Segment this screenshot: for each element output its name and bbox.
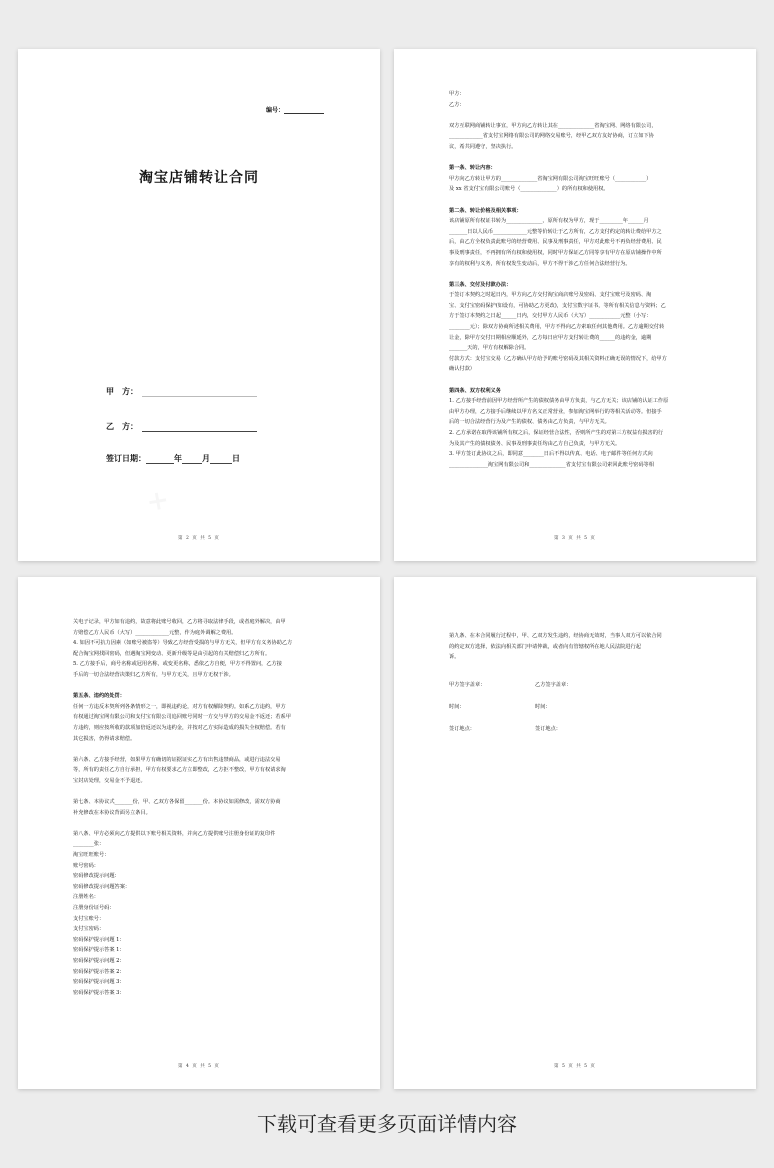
- text-line: 账号密码：: [73, 862, 99, 869]
- clause-heading: 第二条、转让价格及相关事项：: [449, 207, 522, 214]
- text-line: 议，希共同遵守，坚决执行。: [449, 143, 517, 150]
- page-footer: 第 5 页 共 5 页: [554, 1064, 596, 1069]
- text-line: 注册身份证号码：: [73, 905, 115, 912]
- party-a-place-label: 签订地点：: [449, 726, 475, 732]
- text-line: ________张：: [73, 841, 105, 848]
- text-line: 方赔偿乙方人民币（大写）_____________元整，作为庭外调解之费用。: [73, 629, 237, 636]
- page-3-body: [449, 89, 701, 470]
- text-line: 密码保护提示答案 1：: [73, 947, 125, 954]
- text-line: 乙方：: [449, 101, 465, 108]
- text-line: 方违约，则应按所收的款项加倍返还以为违约金，并按对乙方实际造成的损失全权赔偿。若有: [73, 724, 286, 731]
- page-footer: 第 4 页 共 5 页: [178, 1064, 220, 1069]
- text-line: 密码保护提示答案 3：: [73, 989, 125, 996]
- party-b-row: 乙 方：: [106, 421, 257, 432]
- text-line: 注册姓名：: [73, 894, 99, 901]
- text-line: 的约定双方选择，依法向相关部门申请仲裁，或者向有管辖权所在地人民法院进行起: [449, 643, 641, 650]
- text-line: 付款方式：支付宝交易（乙方确认甲方给予的账号密码及其相关资料正确无误的情况下，给甲方: [449, 355, 667, 362]
- text-line: 1. 乙方接手经营前因甲方经营所产生的债权债务由甲方负责，与乙方无关；该店铺的认证工作原: [449, 398, 669, 405]
- paragraph-gap: [73, 787, 325, 798]
- page-footer: 第 3 页 共 5 页: [554, 536, 596, 541]
- party-b-signature-label: 乙方签字盖章：: [535, 682, 572, 688]
- number-underline: [284, 107, 324, 114]
- text-line: 事及刑事责任，不再拥有所有权和使用权，同时甲方保证乙方同等享有甲方在原店铺操作中所: [449, 249, 662, 256]
- text-line: 3. 甲方签订此协议之后，即同意________日后不得以传真、电话、电子邮件等任何方式向: [449, 451, 653, 458]
- text-line: 享有的权利与义务，所有权发生变动后，甲方不得干涉乙方任何合法经营行为。: [449, 260, 631, 267]
- clause-heading: 第一条、转让内容：: [449, 165, 496, 172]
- text-line: 密码保护提示问题 2：: [73, 958, 125, 964]
- text-line: 淘宝旺旺账号：: [73, 852, 110, 859]
- text-line: 甲方：: [449, 91, 465, 97]
- clause-heading: 第四条、双方权利义务: [449, 387, 501, 394]
- text-line: _____________省支付宝网络有限公司的网络交易账号，经甲乙双方友好协商，订立如下协: [449, 133, 654, 140]
- text-line: 补充修改在本协议背面另立条目。: [73, 809, 151, 816]
- contract-page-3: [394, 49, 756, 561]
- text-line: 密码修改提示问题答案：: [73, 883, 131, 890]
- text-line: 第六条、乙方接手经营，如果甲方有确切的证据证实乙方有出售违禁商品，或进行违法交易: [73, 756, 281, 763]
- paragraph-gap: [449, 195, 701, 206]
- text-line: 关电子记录，甲方如有违约，故意将此账号收回，乙方将寻取法律手段，或者庭外解决，由甲: [73, 619, 286, 625]
- text-line: 该店铺原所有权证书转为______________，原所有权为甲方，现于_________年______月: [449, 218, 649, 225]
- paragraph-gap: [73, 818, 325, 829]
- page-5-body: [449, 631, 701, 663]
- party-a-time-label: 时间：: [449, 704, 465, 710]
- text-line: ________元）；除双方协商所述相关费用，甲方不得向乙方索取任何其他费用。乙方逾期交付转: [449, 324, 665, 331]
- contract-number: 编号：: [266, 105, 324, 114]
- paragraph-gap: [449, 110, 701, 121]
- download-caption: 下载可查看更多页面详情内容: [257, 1112, 517, 1136]
- text-line: 双方互联网商铺转让事宜，甲方向乙方转让其在______________省淘宝网、网络有限公司，: [449, 122, 657, 129]
- paragraph-gap: [449, 269, 701, 280]
- text-line: 密码保护提示问题 3：: [73, 979, 125, 986]
- contract-page-5: [394, 577, 756, 1089]
- paragraph-gap: [449, 153, 701, 164]
- text-line: _______天的，甲方有权解除合同。: [449, 345, 530, 352]
- text-line: 方于签订本契约之日起______日内，交付甲方人民币（大写）____________元整（小写：: [449, 313, 652, 320]
- text-line: 第八条、甲方必须向乙方提供以下账号相关资料，并向乙方提供账号注册身份证的复印件: [73, 830, 276, 837]
- text-line: 宝封店处理，交易金不予退还。: [73, 777, 146, 784]
- text-line: 后的一切合法经营行为及产生的债权、债务由乙方负责，与甲方无关。: [449, 419, 610, 426]
- party-b-place-label: 签订地点：: [535, 726, 561, 732]
- paragraph-gap: [73, 744, 325, 755]
- text-line: 支付宝密码：: [73, 926, 105, 933]
- text-line: 密码保护提示问题 1：: [73, 936, 125, 943]
- party-a-row: 甲 方：: [106, 386, 257, 397]
- text-line: 任何一方违反本契所列各条情形之一，即视违约论，对方有权解除契约。如系乙方违约，甲方: [73, 703, 286, 710]
- text-line: 等，所有的责任乙方自行承担，甲方有权要求乙方立即整改，乙方拒不整改，甲方有权请求淘: [73, 767, 286, 774]
- text-line: 2. 乙方承诺在取得该铺所有权之后，保证经营合法性，否则所产生的对第三方权益有损害的行: [449, 430, 664, 436]
- text-line: 密码保护提示答案 2：: [73, 968, 125, 975]
- sign-date-row: 签订日期： 年 月 日: [106, 453, 240, 463]
- text-line: _______________淘宝网有限公司和______________省支付宝有限公司索回此账号密码等相: [449, 461, 654, 468]
- clause-heading: 第三条、交付及付款办法：: [449, 281, 512, 288]
- text-line: 于签订本契约之时起日内，甲方向乙方交付淘宝商店账号及密码、支付宝账号及密码、淘: [449, 292, 652, 299]
- text-line: 及 xx 省支付宝有限公司账号（______________）的所有权和使用权。: [449, 186, 609, 193]
- text-line: _______日以人民币_____________元整等价转让于乙方所有，乙方支付约定的转让费给甲方之: [449, 228, 662, 235]
- text-line: 5. 乙方接手后，商号名称或冠用名称，或变更名称，悉依乙方自便，甲方不得置问，乙方接: [73, 661, 282, 668]
- text-line: 4. 如因不可抗力因素（如账号被盗等）导致乙方经营受损的与甲方无关，但甲方有义务协助乙方: [73, 640, 293, 647]
- text-line: 手后的一切合法经营决策归乙方所有，与甲方无关，且甲方无权干涉。: [73, 671, 234, 678]
- party-b-time-label: 时间：: [535, 704, 551, 710]
- clause-heading: 第五条、违约的处罚：: [73, 693, 125, 700]
- page-footer: 第 2 页 共 5 页: [178, 536, 220, 541]
- contract-title: 淘宝店铺转让合同: [139, 170, 259, 186]
- text-line: 第七条、本协议式_______份，甲、乙双方各保留_______份。本协议如需修改，需双方协商: [73, 799, 281, 806]
- text-line: 配合淘宝网找回密码，但遇淘宝网变动、更新升级等是由引起的有关赔偿归乙方所有。: [73, 650, 271, 657]
- text-line: 宝、支付宝密码保护(如设有，可协助乙方更改)，支付宝数字证书，等所有相关信息与资料；乙: [449, 302, 666, 309]
- text-line: 其它损害，仍得请求赔偿。: [73, 735, 136, 742]
- text-line: 甲方向乙方转让甲方的______________省淘宝网有限公司淘宝旺旺账号（____________）: [449, 175, 652, 182]
- party-a-signature-label: 甲方签字盖章：: [449, 682, 486, 688]
- text-line: 由甲方办理，乙方接手后继续以甲方名义正常营业，参加淘宝网举行的等相关活动等。但接手: [449, 408, 662, 415]
- text-line: 确认付款）: [449, 366, 475, 373]
- paragraph-gap: [449, 375, 701, 386]
- page-4-body: [73, 617, 325, 998]
- text-line: 有权通过淘宝网有限公司和支付宝有限公司追回账号同时一方交与甲方的交易金不返还；若系甲: [73, 714, 291, 721]
- watermark: [142, 486, 172, 518]
- contract-page-4: [18, 577, 380, 1089]
- text-line: 诉。: [449, 654, 460, 661]
- text-line: 为及其产生的债权债务、民事及刑事责任均由乙方自己负责，与甲方无关。: [449, 440, 621, 447]
- text-line: 密码修改提示问题：: [73, 873, 120, 880]
- paragraph-gap: [73, 681, 325, 692]
- text-line: 第九条、在本合同履行过程中，甲、乙双方发生违约，经协商无效时，当事人双方可以依合同: [449, 633, 662, 639]
- text-line: 让金，除甲方交付日期相应顺延外，乙方每日应甲方支付转让费的______的违约金，逾期: [449, 334, 652, 341]
- contract-page-2: [18, 49, 380, 561]
- text-line: 后，由乙方全权负责此账号的经营费用、民事及刑事责任，甲方对此账号不再负经营费用、民: [449, 239, 662, 246]
- text-line: 支付宝账号：: [73, 915, 105, 922]
